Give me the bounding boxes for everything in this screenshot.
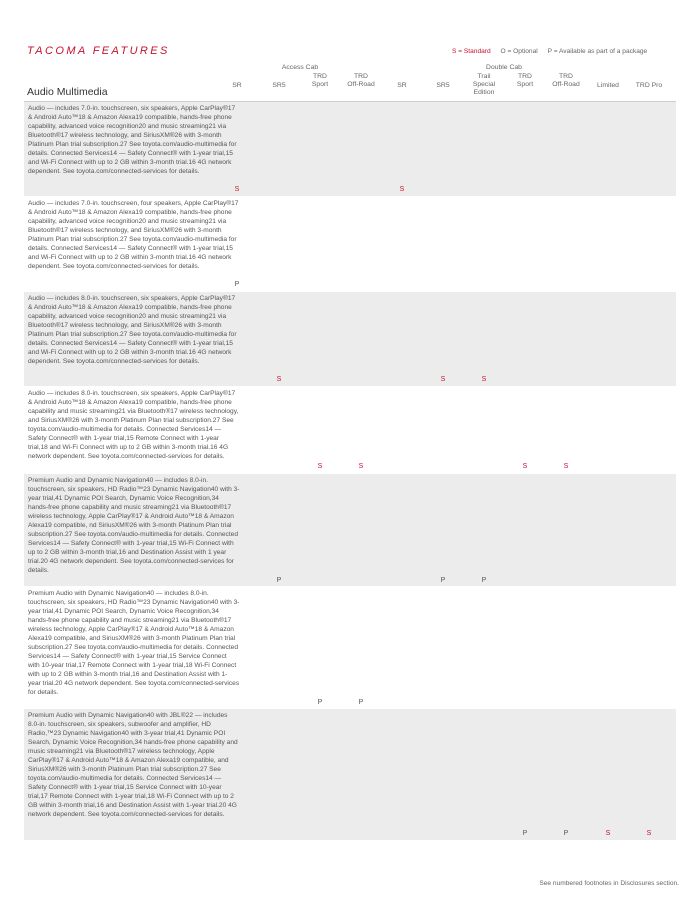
legend-package: P = Available as part of a package	[547, 48, 648, 55]
group-access-cab: Access Cab	[281, 64, 319, 71]
availability-mark: S	[646, 830, 652, 837]
column-header: SR	[397, 82, 407, 89]
availability-mark: S	[563, 463, 569, 470]
section-title: Audio Multimedia	[27, 86, 108, 98]
feature-description: Audio — includes 7.0-in. touchscreen, six speakers, Apple CarPlay®17 & Android Auto™18 & Amazon Alexa19 compatible, hands-free phone capability, advanced voice recognition20 and music streaming21 via Bluetooth®17 wireless technology, and SiriusXM®26 with 3-month Platinum Plan trial subscription.27 See toyota.com/audio-multimedia for details. Connected Services14 — Safety Connect® with 1-year trial,15 and Wi-Fi Connect with up to 2 GB within 3-month trial.16 4G network dependent. See toyota.com/connected-services for details.	[28, 105, 237, 175]
availability-mark: S	[522, 463, 528, 470]
availability-mark: S	[605, 830, 611, 837]
feature-description: Audio — includes 8.0-in. touchscreen, six speakers, Apple CarPlay®17 & Android Auto™18 & Amazon Alexa19 compatible, hands-free phone capability and music streaming21 via Bluetooth®17 wireless technology, and SiriusXM®26 with 3-month Platinum Plan trial subscription.27 See toyota.com/audio-multimedia for details. Connected Services14 — Safety Connect® with 1-year trial,15 Remote Connect with 1-year trial,18 and Wi-Fi Connect with up to 2 GB within 3-month trial.16 4G network dependent. See toyota.com/connected-services for details.	[28, 390, 239, 460]
availability-mark: P	[440, 577, 446, 584]
table-row	[24, 102, 676, 196]
availability-mark: S	[358, 463, 364, 470]
column-header: Limited	[597, 82, 619, 89]
availability-mark: S	[234, 186, 240, 193]
table-row	[24, 197, 676, 291]
feature-description: Audio — includes 7.0-in. touchscreen, four speakers, Apple CarPlay®17 & Android Auto™18 & Amazon Alexa19 compatible, hands-free phone capability, advanced voice recognition20 and music streaming21 via Bluetooth®17 wireless technology, and SiriusXM®26 with 3-month Platinum Plan trial subscription.27 See toyota.com/audio-multimedia for details. Connected Services14 — Safety Connect® with 1-year trial,15 and Wi-Fi Connect with up to 2 GB within 3-month trial.16 4G network dependent. See toyota.com/connected-services for details.	[28, 200, 239, 270]
availability-mark: P	[276, 577, 282, 584]
availability-mark: S	[317, 463, 323, 470]
column-header: SR	[232, 82, 242, 89]
availability-mark: P	[317, 699, 323, 706]
column-header: SR5	[272, 82, 286, 89]
availability-mark: P	[522, 830, 528, 837]
legend	[452, 48, 647, 55]
feature-description: Audio — includes 8.0-in. touchscreen, six speakers, Apple CarPlay®17 & Android Auto™18 & Amazon Alexa19 compatible, hands-free phone capability, advanced voice recognition20 and music streaming21 via Bluetooth®17 wireless technology, and SiriusXM®26 with 3-month Platinum Plan trial subscription.27 See toyota.com/audio-multimedia for details. Connected Services14 — Safety Connect® with 1-year trial,15 and Wi-Fi Connect with up to 2 GB within 3-month trial.16 4G network dependent. See toyota.com/connected-services for details.	[28, 295, 237, 365]
footnote: See numbered footnotes in Disclosures section.	[539, 880, 679, 887]
column-header: SR5	[436, 82, 450, 89]
feature-description: Premium Audio with Dynamic Navigation40 with JBL®22 — includes 8.0-in. touchscreen, six speakers, subwoofer and amplifier, HD Radio,™23 Dynamic Navigation40 with 3-year trial,41 Dynamic POI Search, Dynamic Voice Recognition,34 hands-free phone capability and music streaming21 via Bluetooth®17 wireless technology, Apple CarPlay®17 & Android Auto™18 & Amazon Alexa19 compatible, and SiriusXM®26 with 3-month Platinum Plan trial subscription.27 See toyota.com/audio-multimedia for details. Connected Services14 — Safety Connect® with 1-year trial,15 Service Connect with 10-year trial,17 Remote Connect with 1-year trial,18 Wi-Fi Connect with up to 2 GB within 3-month trial,16 and Destination Assist with 1-year trial.20 4G network dependent. See toyota.com/connected-services for details.	[28, 712, 238, 818]
legend-standard: S = Standard	[452, 48, 491, 55]
table-row	[24, 474, 676, 586]
table-row	[24, 387, 676, 473]
legend-optional: O = Optional	[500, 48, 538, 55]
availability-mark: P	[563, 830, 569, 837]
group-double-cab: Double Cab	[486, 64, 522, 71]
availability-mark: P	[481, 577, 487, 584]
page-title: TACOMA FEATURES	[27, 45, 170, 57]
table-row	[24, 292, 676, 386]
feature-description: Premium Audio and Dynamic Navigation40 — includes 8.0-in. touchscreen, six speakers, HD Radio™23 Dynamic Navigation40 with 3-year trial,41 Dynamic POI Search, Dynamic Voice Recognition,34 hands-free phone capability and music streaming21 via Bluetooth®17 wireless technology, Apple CarPlay®17 & Android Auto™18 & Amazon Alexa19 compatible, nd SiriusXM®26 with 3-month Platinum Plan trial subscription.27 See toyota.com/audio-multimedia for details. Connected Services14 — Safety Connect® with 1-year trial,15 Wi-Fi Connect with up to 2 GB within 3-month trial,16 and Destination Assist with 1 year trial.20 4G network dependent. See toyota.com/connected-services for details.	[28, 477, 240, 574]
column-header: TRD Sport	[311, 73, 329, 88]
availability-mark: S	[481, 376, 487, 383]
column-header: Trail Special Edition	[472, 73, 496, 96]
availability-mark: S	[276, 376, 282, 383]
table-row	[24, 709, 676, 840]
column-header: TRD Sport	[516, 73, 534, 88]
availability-mark: S	[399, 186, 405, 193]
feature-description: Premium Audio with Dynamic Navigation40 — includes 8.0-in. touchscreen, six speakers, HD Radio™23 Dynamic Navigation40 with 3-year trial,41 Dynamic POI Search, Dynamic Voice Recognition,34 hands-free phone capability and music streaming21 via Bluetooth®17 wireless technology, Apple CarPlay®17 & Android Auto™18 & Amazon Alexa19 compatible, and SiriusXM®26 with 3-month Platinum Plan trial subscription.27 See toyota.com/audio-multimedia for details. Connected Services14 — Safety Connect® with 1-year trial,15 Service Connect with 10-year trial,17 Remote Connect with 1-year trial,18 Wi-Fi Connect with up to 2 GB within 3-month trial,16 and Destination Assist with 1-year trial.20 4G network dependent. See toyota.com/connected-services for details.	[28, 590, 240, 696]
availability-mark: P	[234, 281, 240, 288]
table-row	[24, 587, 676, 708]
column-header: TRD Off-Road	[347, 73, 375, 88]
availability-mark: S	[440, 376, 446, 383]
column-header: TRD Off-Road	[552, 73, 580, 88]
availability-mark: P	[358, 699, 364, 706]
column-header: TRD Pro	[635, 82, 663, 89]
